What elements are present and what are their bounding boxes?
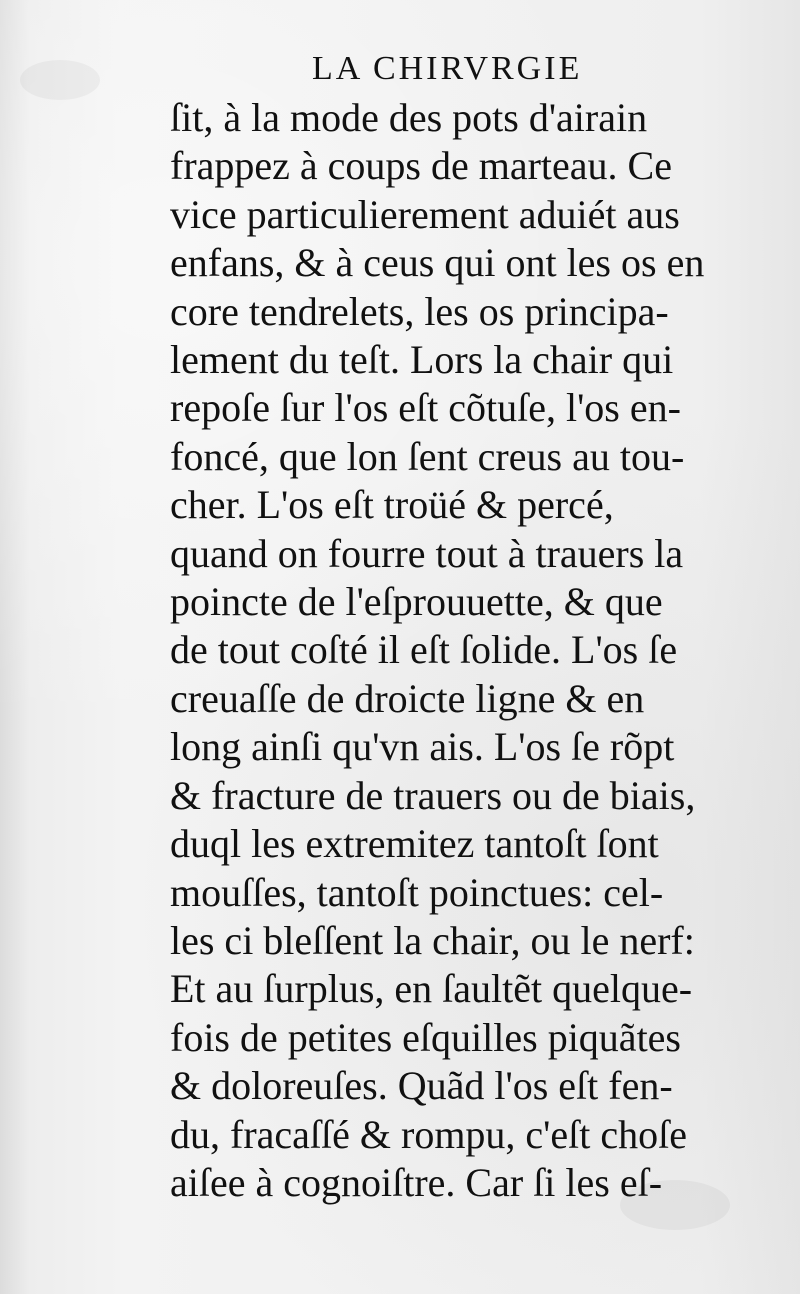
- text-line: cher. L'os eſt troüé & percé,: [170, 482, 614, 528]
- text-line: quand on fourre tout à trauers la: [170, 530, 684, 576]
- text-line: Et au ſurplus, en ſaultẽt quelque-: [170, 966, 693, 1012]
- text-line: repoſe ſur l'os eſt cõtuſe, l'os en-: [170, 385, 681, 431]
- text-line: lement du teſt. Lors la chair qui: [170, 337, 674, 383]
- text-line: les ci bleſſent la chair, ou le nerf:: [170, 917, 695, 963]
- text-line: de tout coſté il eſt ſolide. L'os ſe: [170, 627, 678, 673]
- text-line: & fracture de trauers ou de biais,: [170, 772, 696, 818]
- running-title: LA CHIRVRGIE: [312, 50, 583, 87]
- text-line: enfans, & à ceus qui ont les os en: [170, 240, 705, 286]
- text-line: du, fracaſſé & rompu, c'eſt choſe: [170, 1111, 687, 1157]
- text-line: long ainſi qu'vn ais. L'os ſe rõpt: [170, 724, 675, 770]
- text-line: poincte de l'eſprouuette, & que: [170, 579, 663, 625]
- text-line: mouſſes, tantoſt poinctues: cel-: [170, 869, 664, 915]
- text-line: aiſee à cognoiſtre. Car ſi les eſ-: [170, 1159, 663, 1205]
- text-line: foncé, que lon ſent creus au tou-: [170, 433, 685, 479]
- text-line: fois de petites eſquilles piquãtes: [170, 1014, 681, 1060]
- text-line: vice particulierement aduiét aus: [170, 191, 680, 237]
- text-line: core tendrelets, les os principa-: [170, 288, 669, 334]
- body-text: [170, 94, 790, 1207]
- text-line: ſit, à la mode des pots d'airain: [170, 95, 648, 140]
- text-line: & doloreuſes. Quãd l'os eſt fen-: [170, 1063, 673, 1109]
- text-line: frappez à coups de marteau. Ce: [170, 143, 672, 189]
- text-line: duql les extremitez tantoſt ſont: [170, 821, 659, 867]
- paper-stain: [20, 60, 100, 100]
- text-line: creuaſſe de droicte ligne & en: [170, 675, 645, 721]
